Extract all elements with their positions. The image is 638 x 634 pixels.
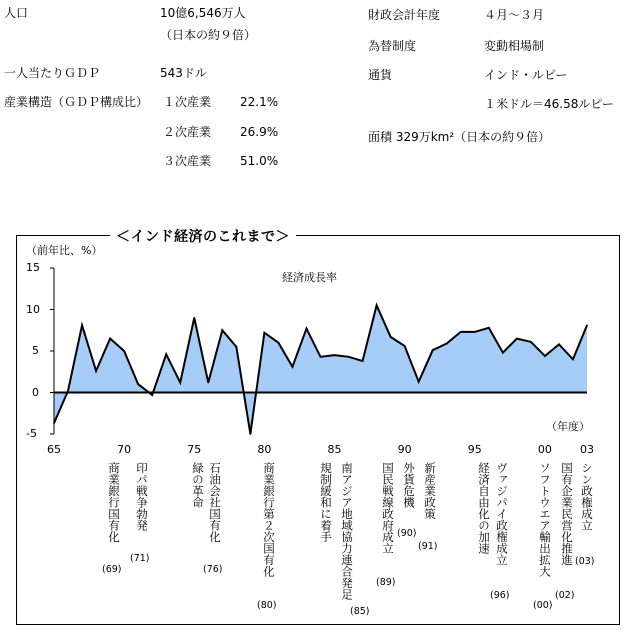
data-point	[236, 346, 238, 348]
event-singh-government: シン政権成立	[580, 462, 594, 531]
tertiary-industry-label: ３次産業	[163, 154, 212, 168]
data-point	[558, 344, 560, 346]
data-point	[544, 355, 546, 357]
data-point	[432, 349, 434, 351]
event-saarc: 南アジア地域協力連合発足	[340, 462, 354, 600]
event-green-revolution: 緑の革命	[191, 462, 205, 508]
data-point	[502, 352, 504, 354]
data-point	[488, 327, 490, 329]
event-bank-nationalization-year: (69)	[102, 564, 122, 575]
data-point	[81, 324, 83, 326]
fx-regime-value: 変動相場制	[484, 39, 545, 53]
population-label: 人口	[4, 6, 29, 20]
data-point	[446, 343, 448, 345]
plot-area	[50, 268, 588, 435]
secondary-industry-value: 26.9%	[240, 125, 279, 139]
x-tick-label: 65	[47, 443, 61, 456]
data-point	[123, 350, 125, 352]
event-privatization-year: (02)	[555, 590, 575, 601]
data-point	[137, 383, 139, 385]
data-point	[516, 338, 518, 340]
x-tick-label: 75	[187, 443, 202, 456]
x-tick-label: 03	[580, 443, 594, 456]
tertiary-industry-value: 51.0%	[240, 154, 279, 168]
event-oil-nationalization: 石油会社国有化	[208, 462, 222, 543]
data-point	[376, 305, 378, 307]
y-axis-label: （前年比、%）	[26, 244, 103, 257]
event-privatization: 国有企業民営化推進	[560, 462, 574, 566]
event-bank-nationalization: 商業銀行国有化	[107, 462, 121, 543]
event-indo-pak-war: 印パ戦争勃発	[135, 462, 149, 531]
data-point	[207, 382, 209, 384]
gdp-per-capita-label: 一人当たりＧＤＰ	[4, 66, 101, 80]
event-second-bank-nationalization: 商業銀行第２次国有化	[262, 462, 276, 577]
x-tick-label: 90	[397, 443, 412, 456]
data-point	[348, 356, 350, 358]
data-point	[460, 331, 462, 333]
x-tick-label: 00	[537, 443, 552, 456]
event-liberalization: 経済自由化の加速	[477, 462, 491, 554]
fx-regime-label: 為替制度	[368, 39, 417, 53]
event-software-exports: ソフトウエア輸出拡大	[538, 462, 552, 577]
data-point	[362, 360, 364, 362]
event-singh-government-year: (03)	[575, 556, 595, 567]
event-indo-pak-war-year: (71)	[130, 553, 150, 564]
exchange-rate: １米ドル＝46.58ルピー	[484, 97, 614, 111]
data-point	[530, 341, 532, 343]
x-tick-label: 70	[117, 443, 132, 456]
data-point	[193, 317, 195, 319]
fiscal-year-label: 財政会計年度	[368, 8, 441, 22]
data-point	[390, 336, 392, 338]
primary-industry-value: 22.1%	[240, 95, 279, 109]
data-point	[151, 394, 153, 396]
currency-value: インド・ルピー	[484, 68, 568, 82]
data-point	[292, 366, 294, 368]
x-tick-label: 80	[257, 443, 272, 456]
population-value: 10億6,546万人	[160, 6, 246, 20]
section-title: ＜インド経済のこれまで＞	[110, 226, 296, 246]
event-vajpayee-year: (96)	[490, 590, 510, 601]
chart-title: 経済成長率	[282, 271, 337, 284]
event-national-front-year: (89)	[376, 577, 396, 588]
primary-industry-label: １次産業	[163, 95, 212, 109]
y-tick-label: 5	[32, 344, 39, 357]
data-point	[179, 382, 181, 384]
event-national-front: 国民戦線政府成立	[381, 462, 395, 554]
fiscal-year-value: ４月～３月	[484, 8, 545, 22]
data-point	[109, 338, 111, 340]
event-deregulation: 規制緩和に着手	[319, 462, 333, 543]
series-area	[54, 305, 587, 434]
data-point	[67, 390, 69, 392]
secondary-industry-label: ２次産業	[163, 125, 212, 139]
event-oil-nationalization-year: (76)	[203, 564, 223, 575]
x-tick-label: 85	[327, 443, 342, 456]
data-point	[165, 354, 167, 356]
land-area: 面積 329万km²（日本の約９倍）	[368, 130, 551, 144]
data-point	[334, 354, 336, 356]
gdp-per-capita-value: 543ドル	[160, 66, 207, 80]
data-point	[222, 329, 224, 331]
data-point	[306, 328, 308, 330]
event-software-exports-year: (00)	[533, 600, 553, 611]
data-point	[586, 324, 588, 326]
x-tick-label: 95	[467, 443, 482, 456]
event-fx-crisis-year: (90)	[397, 528, 417, 539]
event-new-industrial-policy-year: (91)	[418, 541, 438, 552]
y-tick-label: 15	[26, 261, 40, 274]
data-point	[404, 345, 406, 347]
x-axis-label: （年度）	[546, 420, 590, 433]
data-point	[250, 433, 252, 435]
data-point	[264, 332, 266, 334]
y-tick-label: 10	[26, 302, 40, 316]
y-tick-label: -5	[26, 427, 37, 440]
population-note: （日本の約９倍）	[160, 28, 257, 42]
data-point	[320, 356, 322, 358]
y-tick-label: 0	[32, 385, 39, 399]
data-point	[95, 370, 97, 372]
event-new-industrial-policy: 新産業政策	[423, 462, 437, 520]
event-saarc-year: (85)	[350, 606, 370, 617]
industry-structure-label: 産業構造（ＧＤＰ構成比）	[4, 95, 149, 109]
data-point	[418, 381, 420, 383]
event-fx-crisis: 外貨危機	[402, 462, 416, 508]
event-second-bank-nationalization-year: (80)	[257, 600, 277, 611]
data-point	[278, 342, 280, 344]
data-point	[572, 359, 574, 361]
data-point	[474, 331, 476, 333]
event-vajpayee: ヴァジパイ政権成立	[495, 462, 509, 566]
currency-label: 通貨	[368, 68, 393, 82]
